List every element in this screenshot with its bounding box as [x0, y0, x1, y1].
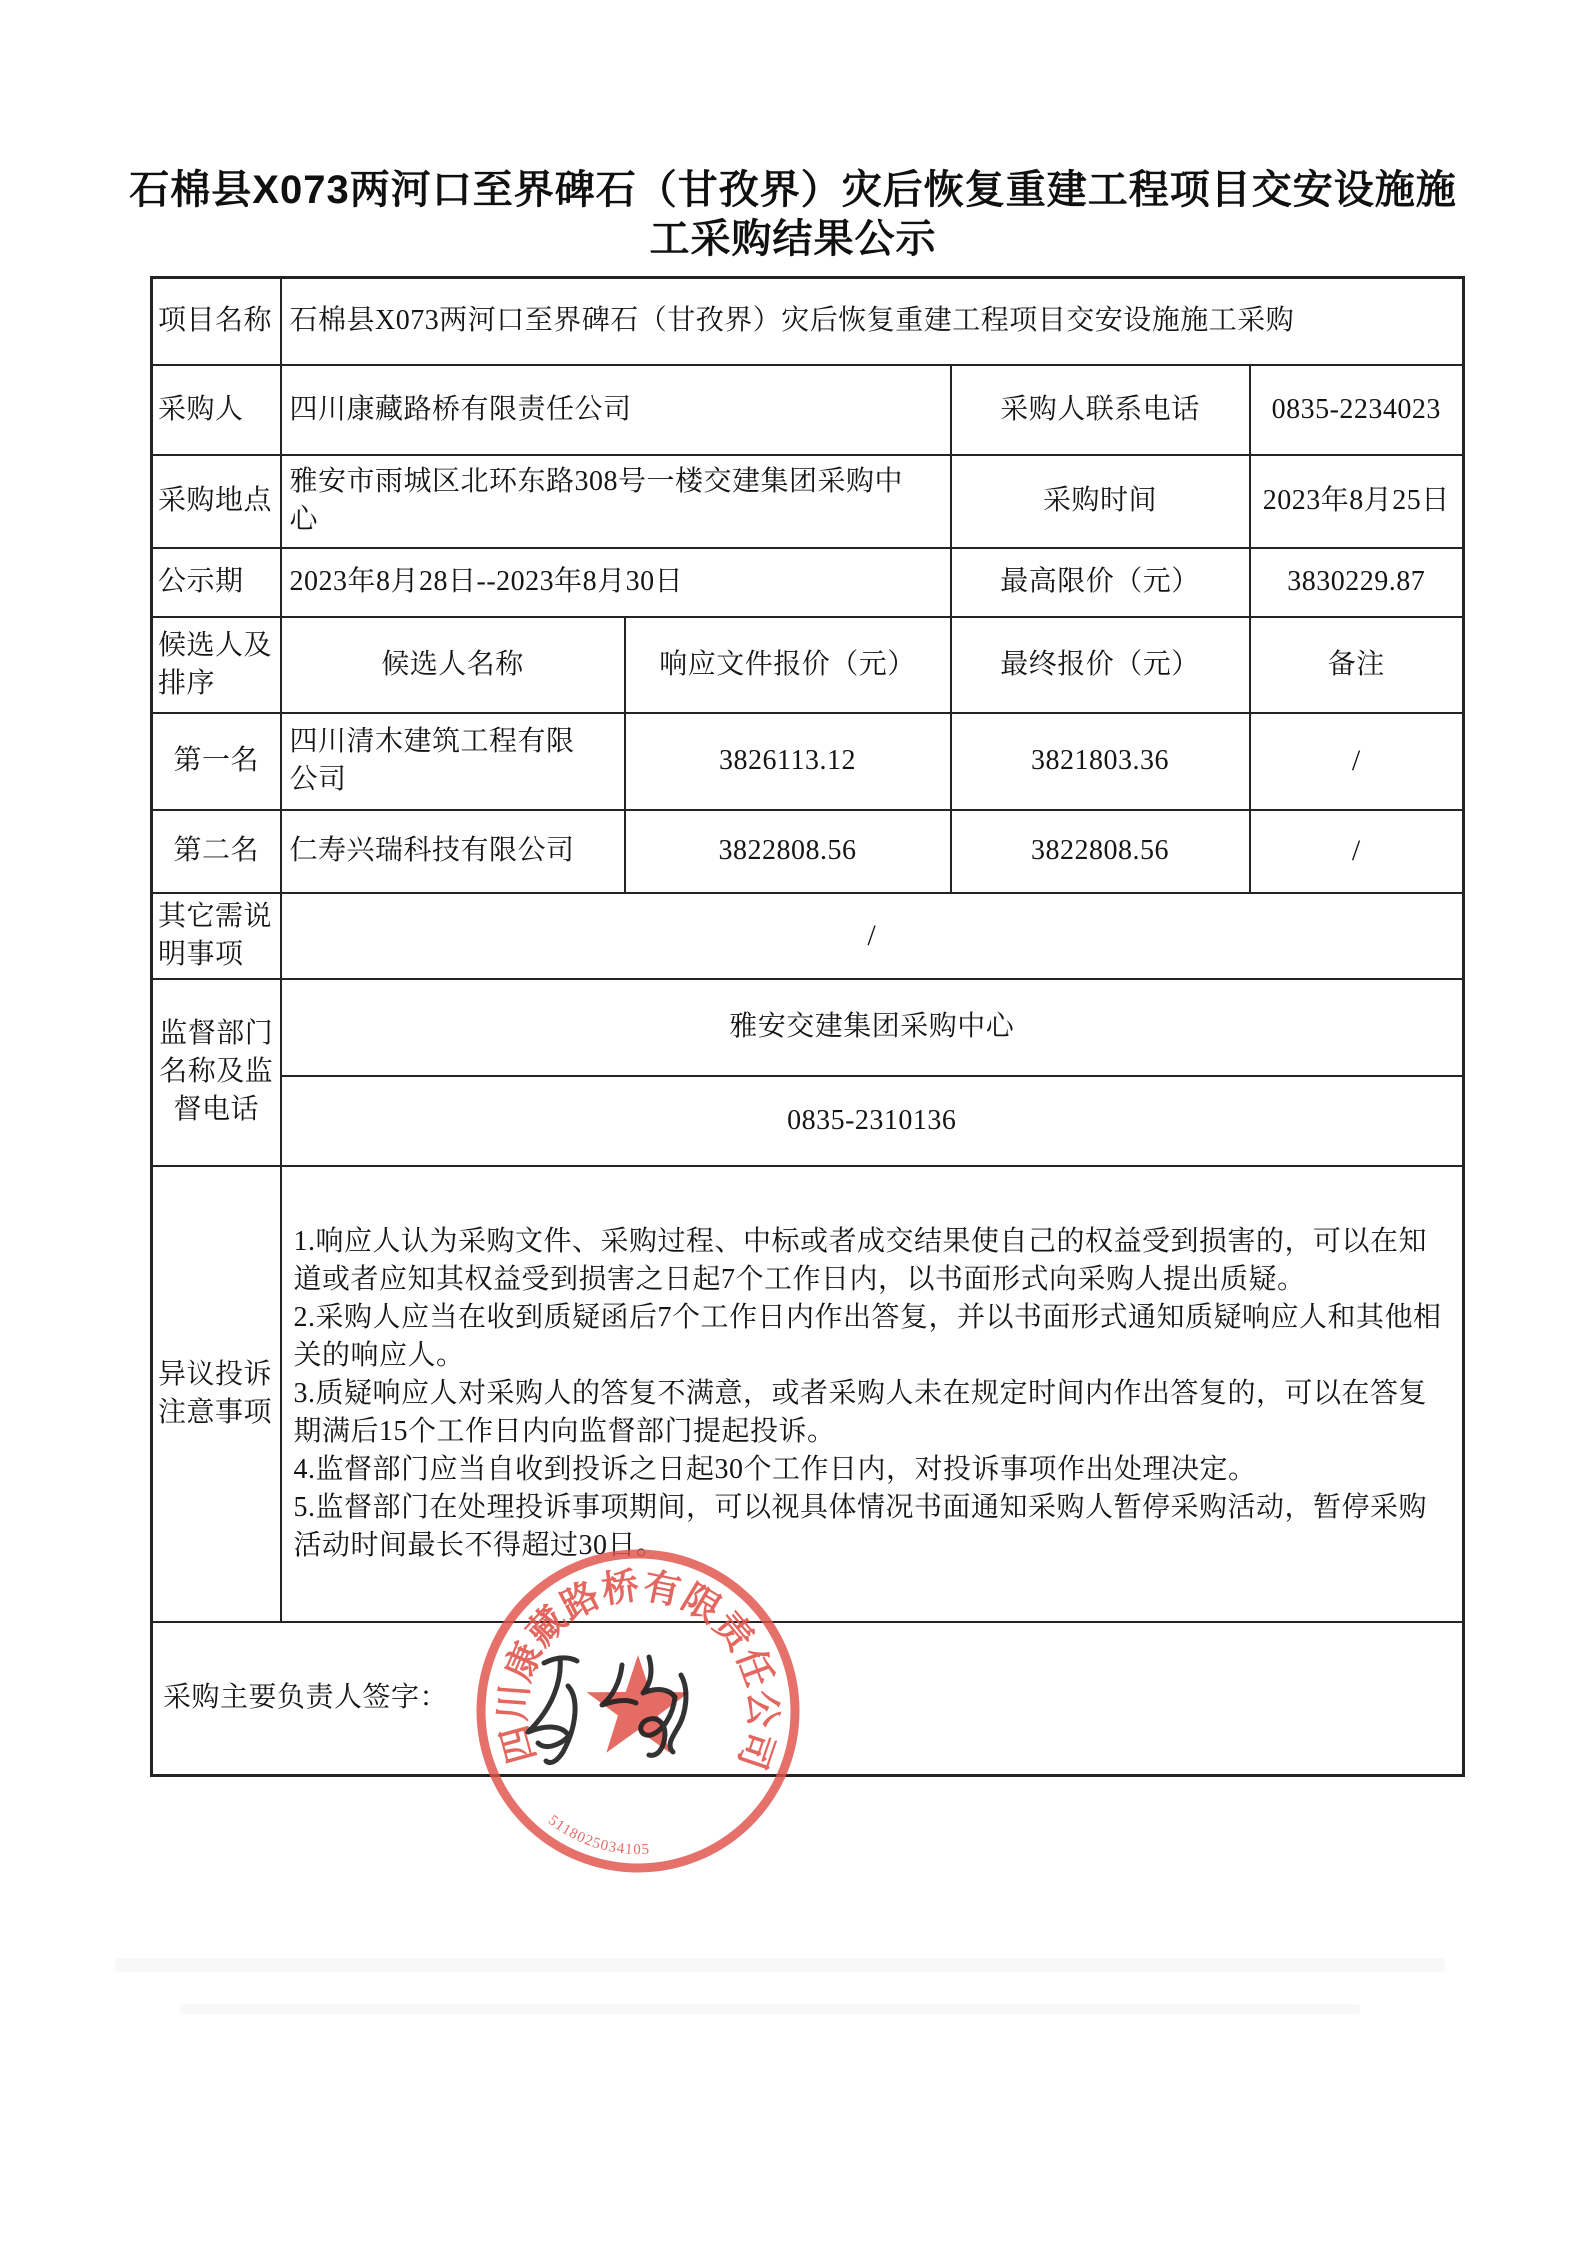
svg-text:5118025034105: [545, 1812, 650, 1858]
objection-body: [281, 1166, 1464, 1622]
publicity-label: 公示期: [152, 548, 281, 617]
supervision-label: 监督部门名称及监督电话: [152, 979, 281, 1166]
purchase-time-label: 采购时间: [951, 455, 1250, 548]
candidate-2-final-price: 3822808.56: [951, 810, 1250, 893]
row-purchaser: [152, 365, 1464, 455]
supervision-dept-value: 雅安交建集团采购中心: [281, 979, 1464, 1076]
signature-cell: [152, 1622, 1464, 1776]
objection-item-1: 1.响应人认为采购文件、采购过程、中标或者成交结果使自己的权益受到损害的，可以在知道或者应知其权益受到损害之日起7个工作日内，以书面形式向采购人提出质疑。: [293, 1225, 1428, 1295]
supervision-phone-value: 0835-2310136: [281, 1076, 1464, 1166]
scan-smudge: [180, 2004, 1360, 2014]
header-candidate-name: 候选人名称: [281, 617, 625, 713]
project-name-value: 石棉县X073两河口至界碑石（甘孜界）灾后恢复重建工程项目交安设施施工采购: [281, 278, 1464, 365]
other-notes-value: /: [281, 893, 1464, 979]
stamp-number-text: 5118025034105: [545, 1812, 651, 1859]
publicity-value: 2023年8月28日--2023年8月30日: [281, 548, 951, 617]
objection-item-2: 2.采购人应当在收到质疑函后7个工作日内作出答复，并以书面形式通知质疑响应人和其他相关的响应人。: [293, 1301, 1442, 1371]
purchase-time-value: 2023年8月25日: [1250, 455, 1464, 548]
candidate-1-rank: 第一名: [152, 713, 281, 810]
row-supervision-dept: [152, 979, 1464, 1076]
header-remark: 备注: [1250, 617, 1464, 713]
row-project-name: [152, 278, 1464, 365]
purchaser-phone-value: 0835-2234023: [1250, 365, 1464, 455]
row-location: [152, 455, 1464, 548]
row-other-notes: [152, 893, 1464, 979]
objection-label: 异议投诉注意事项: [152, 1166, 281, 1622]
row-candidates-header: [152, 617, 1464, 713]
objection-item-3: 3.质疑响应人对采购人的答复不满意，或者采购人未在规定时间内作出答复的，可以在答复期满后15个工作日内向监督部门提起投诉。: [293, 1377, 1428, 1447]
max-price-label: 最高限价（元）: [951, 548, 1250, 617]
candidate-row-2: [152, 810, 1464, 893]
location-value: 雅安市雨城区北环东路308号一楼交建集团采购中心: [281, 455, 951, 548]
candidate-2-name: 仁寿兴瑞科技有限公司: [281, 810, 625, 893]
candidate-1-final-price: 3821803.36: [951, 713, 1250, 810]
page-title: 石棉县X073两河口至界碑石（甘孜界）灾后恢复重建工程项目交安设施施工采购结果公示: [129, 168, 1457, 261]
candidate-2-remark: /: [1250, 810, 1464, 893]
max-price-value: 3830229.87: [1250, 548, 1464, 617]
project-name-label: 项目名称: [152, 278, 281, 365]
objection-item-5: 5.监督部门在处理投诉事项期间，可以视具体情况书面通知采购人暂停采购活动，暂停采购活动时间最长不得超过30日。: [293, 1491, 1428, 1561]
row-signature: [152, 1622, 1464, 1776]
purchaser-value: 四川康藏路桥有限责任公司: [281, 365, 951, 455]
header-doc-price: 响应文件报价（元）: [625, 617, 951, 713]
signature-label: 采购主要负责人签字：: [163, 1682, 449, 1714]
candidate-row-1: [152, 713, 1464, 810]
candidates-label: 候选人及排序: [152, 617, 281, 713]
candidate-2-rank: 第二名: [152, 810, 281, 893]
row-publicity-period: [152, 548, 1464, 617]
purchaser-label: 采购人: [152, 365, 281, 455]
announcement-table: [150, 276, 1465, 1777]
scan-smudge: [115, 1958, 1445, 1972]
candidate-1-name: 四川清木建筑工程有限公司: [281, 713, 625, 810]
purchaser-phone-label: 采购人联系电话: [951, 365, 1250, 455]
row-supervision-phone: [152, 1076, 1464, 1166]
other-notes-label: 其它需说明事项: [152, 893, 281, 979]
row-objection-notes: [152, 1166, 1464, 1622]
candidate-1-doc-price: 3826113.12: [625, 713, 951, 810]
stamp-company-text: 四川康藏路桥有限责任公司: [493, 1565, 783, 1776]
candidate-2-doc-price: 3822808.56: [625, 810, 951, 893]
header-final-price: 最终报价（元）: [951, 617, 1250, 713]
location-label: 采购地点: [152, 455, 281, 548]
objection-item-4: 4.监督部门应当自收到投诉之日起30个工作日内，对投诉事项作出处理决定。: [293, 1453, 1257, 1485]
candidate-1-remark: /: [1250, 713, 1464, 810]
